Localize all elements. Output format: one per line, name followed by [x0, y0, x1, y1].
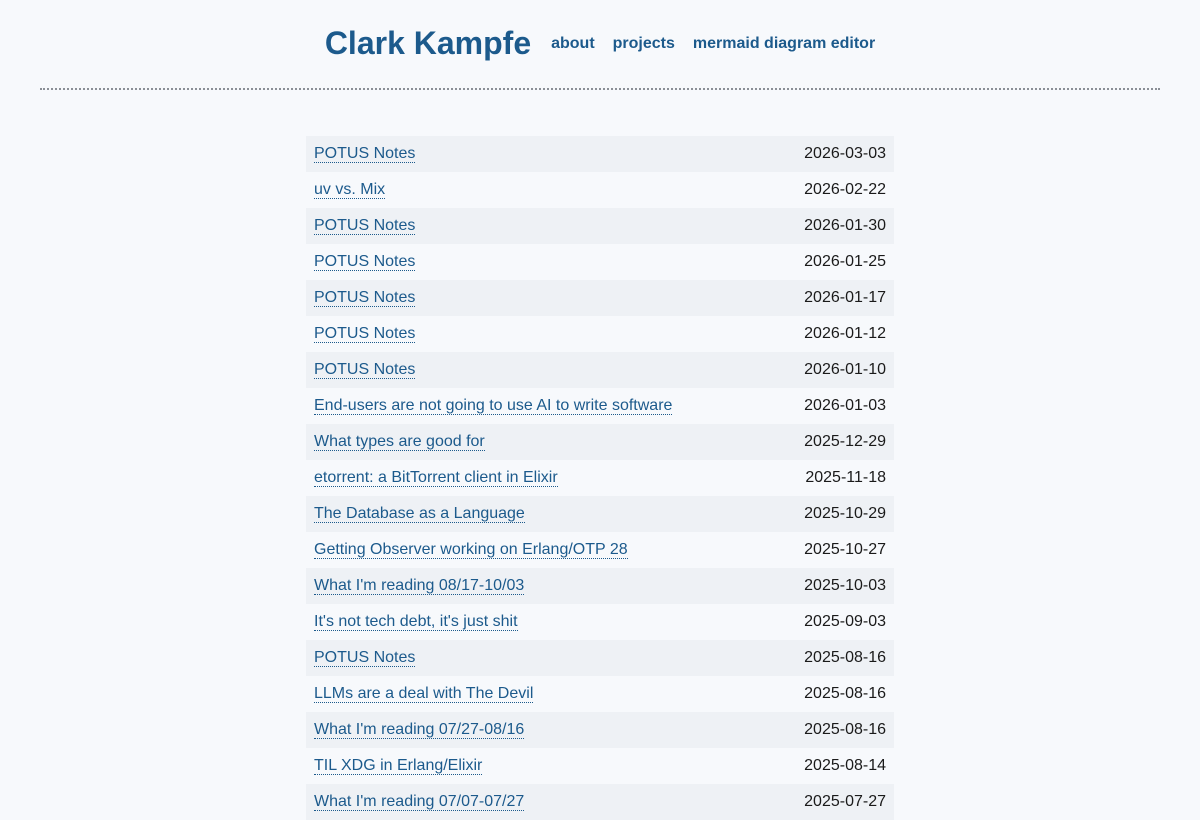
- post-title-link[interactable]: End-users are not going to use AI to write software: [314, 397, 673, 414]
- post-title-link[interactable]: LLMs are a deal with The Devil: [314, 685, 534, 702]
- post-date: 2025-08-14: [804, 757, 886, 774]
- post-title-link[interactable]: POTUS Notes: [314, 253, 416, 270]
- post-date: 2025-07-27: [804, 793, 886, 810]
- nav-about-link[interactable]: about: [551, 35, 595, 52]
- post-date: 2026-01-12: [804, 325, 886, 342]
- post-date: 2026-01-10: [804, 361, 886, 378]
- post-row: [306, 388, 894, 424]
- site-header: [40, 0, 1160, 90]
- post-row: [306, 460, 894, 496]
- post-title-link[interactable]: What I'm reading 08/17-10/03: [314, 577, 525, 594]
- post-title-link[interactable]: TIL XDG in Erlang/Elixir: [314, 757, 483, 774]
- post-title-link[interactable]: What I'm reading 07/07-07/27: [314, 793, 525, 810]
- post-title-link[interactable]: POTUS Notes: [314, 289, 416, 306]
- post-list: [306, 136, 894, 820]
- post-row: [306, 316, 894, 352]
- post-date: 2026-02-22: [804, 181, 886, 198]
- post-date: 2026-01-30: [804, 217, 886, 234]
- nav-projects-link[interactable]: projects: [612, 35, 675, 52]
- post-row: [306, 208, 894, 244]
- post-title-link[interactable]: POTUS Notes: [314, 217, 416, 234]
- post-date: 2025-08-16: [804, 721, 886, 738]
- post-date: 2025-08-16: [804, 649, 886, 666]
- post-row: [306, 424, 894, 460]
- post-title-link[interactable]: The Database as a Language: [314, 505, 525, 522]
- post-row: [306, 280, 894, 316]
- nav-mermaid-editor-link[interactable]: mermaid diagram editor: [692, 35, 876, 52]
- post-row: [306, 496, 894, 532]
- post-date: 2026-03-03: [804, 145, 886, 162]
- post-date: 2025-10-27: [804, 541, 886, 558]
- post-date: 2025-10-29: [804, 505, 886, 522]
- post-row: [306, 640, 894, 676]
- post-row: [306, 568, 894, 604]
- post-title-link[interactable]: Getting Observer working on Erlang/OTP 28: [314, 541, 628, 558]
- post-title-link[interactable]: etorrent: a BitTorrent client in Elixir: [314, 469, 558, 486]
- post-row: [306, 748, 894, 784]
- post-title-link[interactable]: It's not tech debt, it's just shit: [314, 613, 518, 630]
- post-title-link[interactable]: POTUS Notes: [314, 145, 416, 162]
- post-title-link[interactable]: POTUS Notes: [314, 361, 416, 378]
- post-title-link[interactable]: What types are good for: [314, 433, 485, 450]
- post-title-link[interactable]: POTUS Notes: [314, 649, 416, 666]
- post-title-link[interactable]: What I'm reading 07/27-08/16: [314, 721, 525, 738]
- post-row: [306, 784, 894, 820]
- post-title-link[interactable]: POTUS Notes: [314, 325, 416, 342]
- main-nav: [551, 35, 875, 53]
- post-row: [306, 352, 894, 388]
- post-row: [306, 136, 894, 172]
- post-row: [306, 712, 894, 748]
- post-date: 2025-11-18: [805, 469, 886, 486]
- post-date: 2025-09-03: [804, 613, 886, 630]
- post-title-link[interactable]: uv vs. Mix: [314, 181, 386, 198]
- post-date: 2025-10-03: [804, 577, 886, 594]
- post-row: [306, 172, 894, 208]
- post-date: 2025-12-29: [804, 433, 886, 450]
- post-row: [306, 532, 894, 568]
- post-date: 2026-01-25: [804, 253, 886, 270]
- post-date: 2026-01-03: [804, 397, 886, 414]
- post-row: [306, 244, 894, 280]
- post-row: [306, 604, 894, 640]
- post-row: [306, 676, 894, 712]
- site-title-link[interactable]: Clark Kampfe: [324, 24, 532, 61]
- post-date: 2025-08-16: [804, 685, 886, 702]
- post-date: 2026-01-17: [804, 289, 886, 306]
